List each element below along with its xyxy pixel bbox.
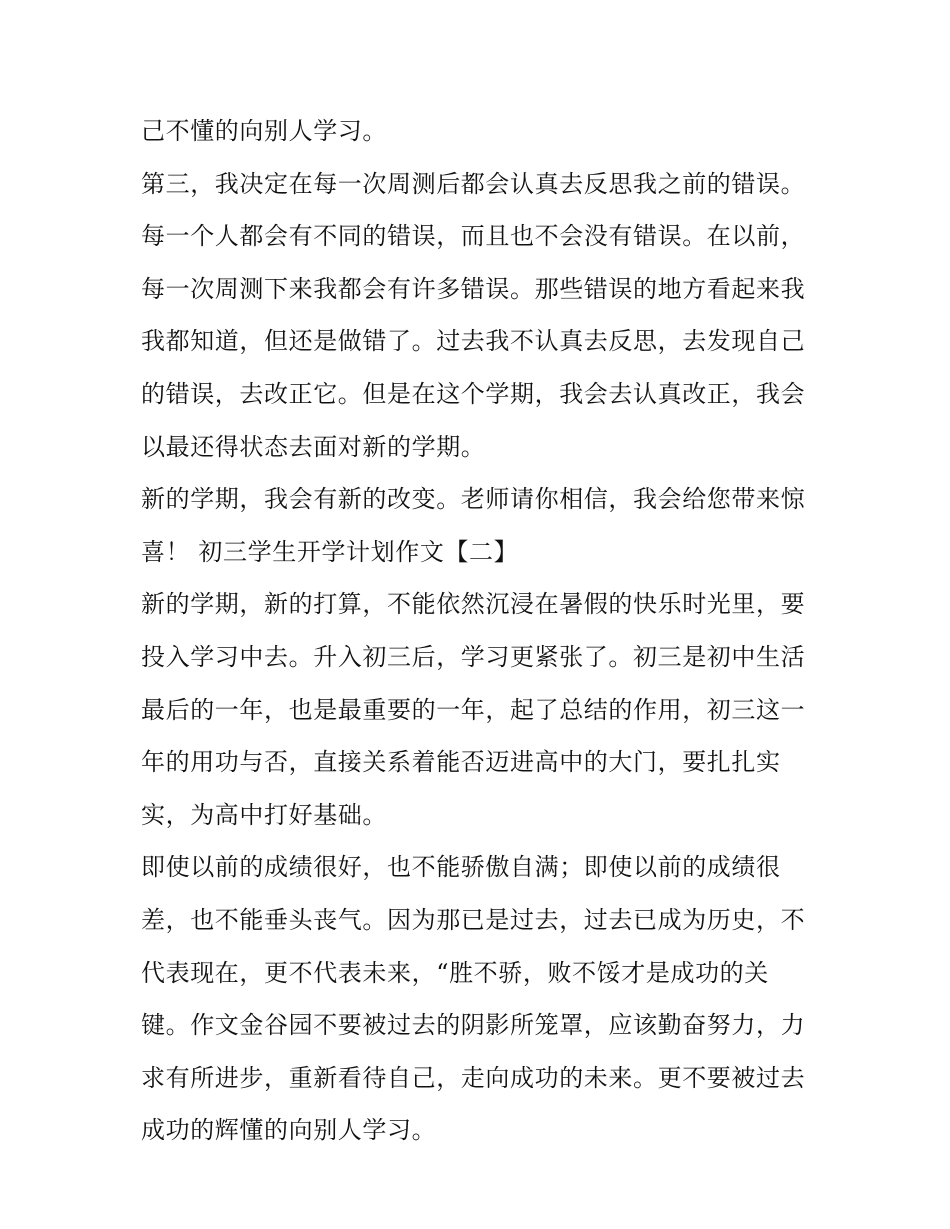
text-line: 即使以前的成绩很好，也不能骄傲自满；即使以前的成绩很 bbox=[141, 853, 781, 882]
text-line: 每一次周测下来我都会有许多错误。那些错误的地方看起来我 bbox=[141, 274, 806, 303]
text-line: 差，也不能垂头丧气。因为那已是过去，过去已成为历史，不 bbox=[141, 905, 806, 934]
text-line: 年的用功与否，直接关系着能否迈进高中的大门，要扎扎实 bbox=[141, 748, 781, 777]
text-line: 新的学期，新的打算，不能依然沉浸在暑假的快乐时光里，要 bbox=[141, 590, 806, 619]
text-line: 以最还得状态去面对新的学期。 bbox=[141, 432, 486, 461]
text-line: 成功的辉懂的向别人学习。 bbox=[141, 1116, 437, 1145]
text-line: 我都知道，但还是做错了。过去我不认真去反思，去发现自己 bbox=[141, 327, 806, 356]
text-line: 键。作文金谷园不要被过去的阴影所笼罩，应该勤奋努力，力 bbox=[141, 1011, 806, 1040]
text-line: 最后的一年，也是最重要的一年，起了总结的作用，初三这一 bbox=[141, 695, 806, 724]
body-text bbox=[141, 108, 821, 1160]
text-line: 的错误，去改正它。但是在这个学期，我会去认真改正，我会 bbox=[141, 379, 806, 408]
text-line: 己不懂的向别人学习。 bbox=[141, 117, 387, 145]
text-line: 求有所进步，重新看待自己，走向成功的未来。更不要被过去 bbox=[141, 1063, 806, 1092]
text-line: 实，为高中打好基础。 bbox=[141, 800, 387, 829]
section-heading-line: 喜！ 初三学生开学计划作文【二】 bbox=[141, 537, 519, 566]
text-line: 新的学期，我会有新的改变。老师请你相信，我会给您带来惊 bbox=[141, 485, 806, 514]
text-line: 第三，我决定在每一次周测后都会认真去反思我之前的错误。 bbox=[141, 169, 806, 198]
text-line: 每一个人都会有不同的错误，而且也不会没有错误。在以前， bbox=[141, 222, 806, 251]
text-line: 代表现在，更不代表未来，“胜不骄，败不馁才是成功的关 bbox=[141, 958, 769, 987]
text-line: 投入学习中去。升入初三后，学习更紧张了。初三是初中生活 bbox=[141, 642, 806, 671]
